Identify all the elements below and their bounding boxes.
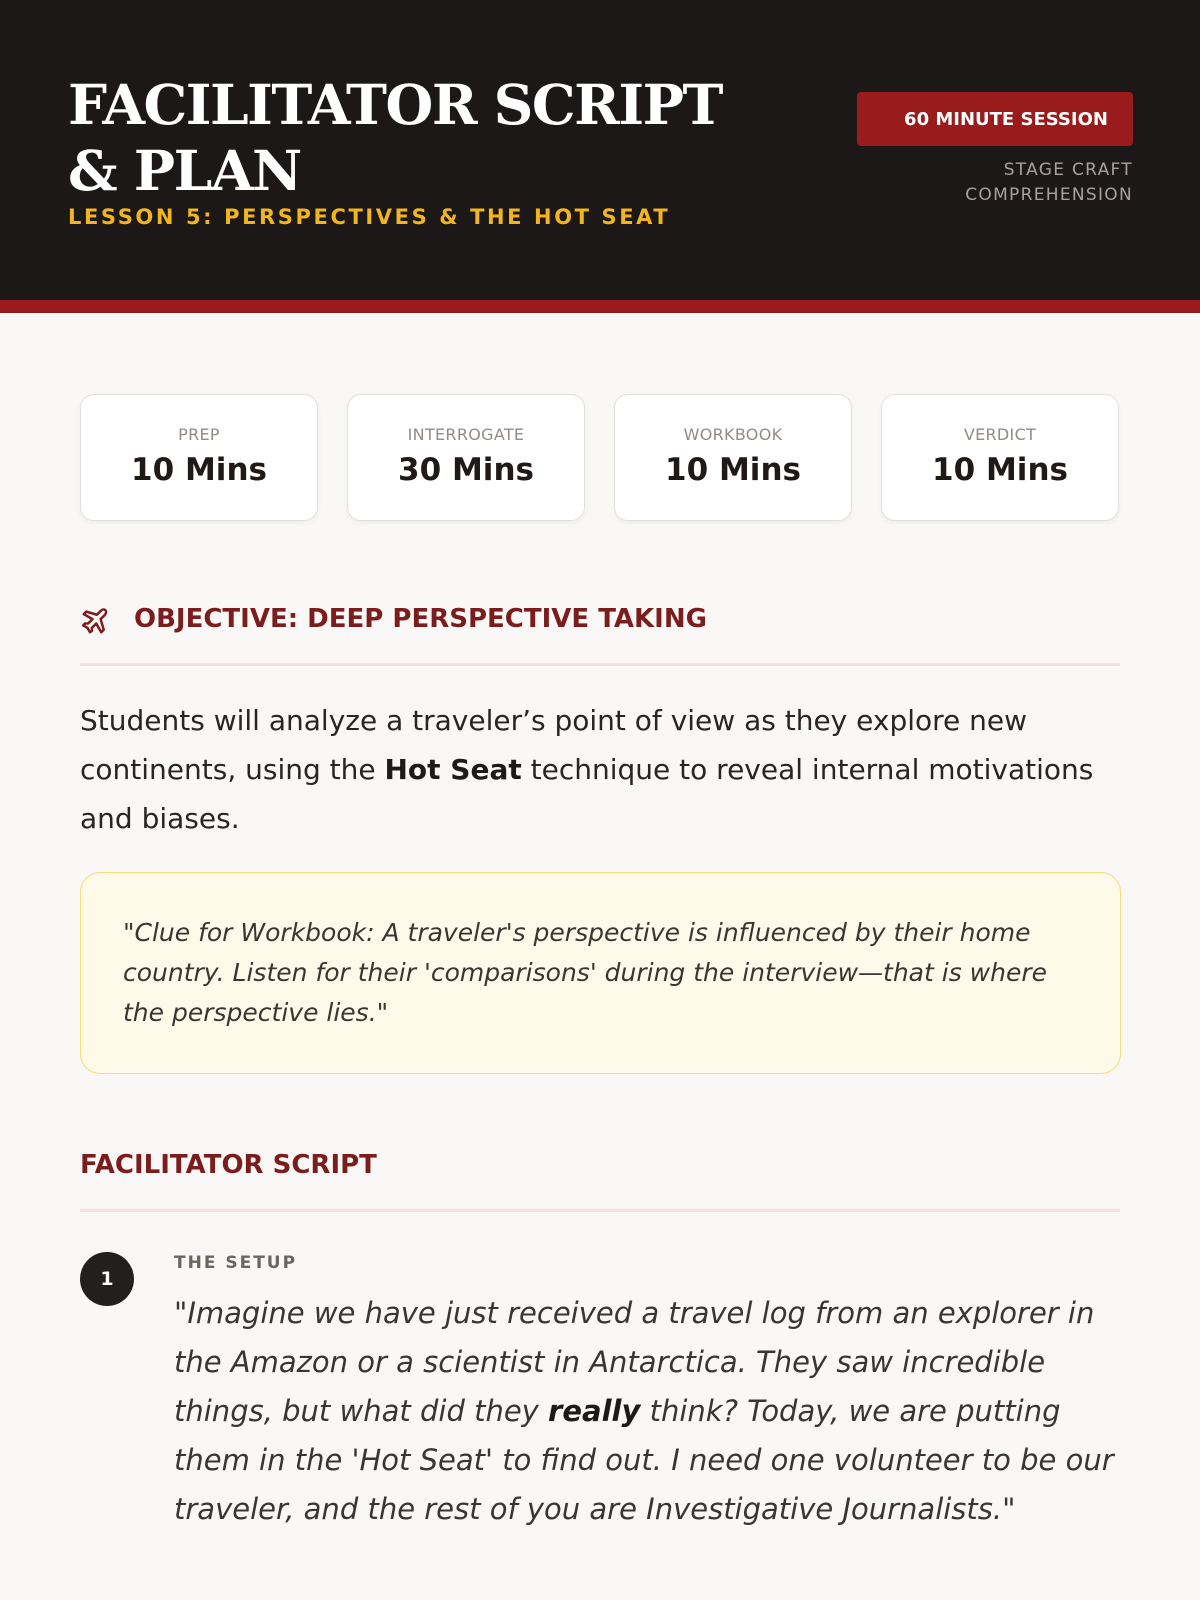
lesson-subtitle: LESSON 5: PERSPECTIVES & THE HOT SEAT [68, 205, 671, 229]
header-accent-bar [0, 300, 1200, 313]
step-quote [174, 1289, 1124, 1534]
skill-tag: COMPREHENSION [965, 185, 1133, 205]
skill-tag: STAGE CRAFT [1003, 160, 1133, 180]
objective-heading [80, 604, 1120, 666]
stat-value: 30 Mins [398, 452, 534, 488]
workbook-clue-callout [80, 872, 1121, 1074]
step-number: 1 [80, 1252, 134, 1306]
stat-value: 10 Mins [131, 452, 267, 488]
script-title: FACILITATOR SCRIPT [80, 1150, 377, 1180]
clue-text: "Clue for Workbook: A traveler's perspective is influenced by their home country. Listen for their 'comparisons' during the interview—that is where the perspective lies." [123, 918, 1047, 1027]
step-quote-end: think? Today, we are putting them in the 'Hot Seat' to find out. I need one volunteer to be our traveler, and the rest of you are Investigative Journalists." [174, 1394, 1114, 1526]
session-length-badge: 60 MINUTE SESSION [857, 92, 1133, 146]
stat-value: 10 Mins [665, 452, 801, 488]
objective-text-start: Students will analyze a traveler’s point of view as they explore new continents, using the [80, 704, 1028, 786]
page-title: FACILITATOR SCRIPT & PLAN [68, 72, 722, 203]
stat-card-workbook [614, 394, 852, 521]
script-heading [80, 1150, 1120, 1212]
page-header [0, 0, 1200, 300]
stat-label: PREP [178, 425, 220, 444]
objective-title: OBJECTIVE: DEEP PERSPECTIVE TAKING [134, 604, 707, 634]
step-label: THE SETUP [174, 1253, 298, 1273]
stat-card-interrogate [347, 394, 585, 521]
skill-tags [965, 158, 1133, 208]
stat-label: INTERROGATE [407, 425, 525, 444]
objective-text [80, 696, 1120, 843]
stat-card-prep [80, 394, 318, 521]
stat-card-verdict [881, 394, 1119, 521]
step-quote-emphasis: really [548, 1394, 641, 1428]
plane-icon [80, 606, 110, 636]
step-quote-start: "Imagine we have just received a travel log from an explorer in the Amazon or a scientist in Antarctica. They saw incredible things, but what did they [174, 1296, 1095, 1428]
objective-text-end: technique to reveal internal motivations and biases. [80, 753, 1094, 835]
stat-value: 10 Mins [932, 452, 1068, 488]
objective-text-emphasis: Hot Seat [384, 753, 522, 786]
stat-label: WORKBOOK [683, 425, 783, 444]
stat-label: VERDICT [963, 425, 1037, 444]
